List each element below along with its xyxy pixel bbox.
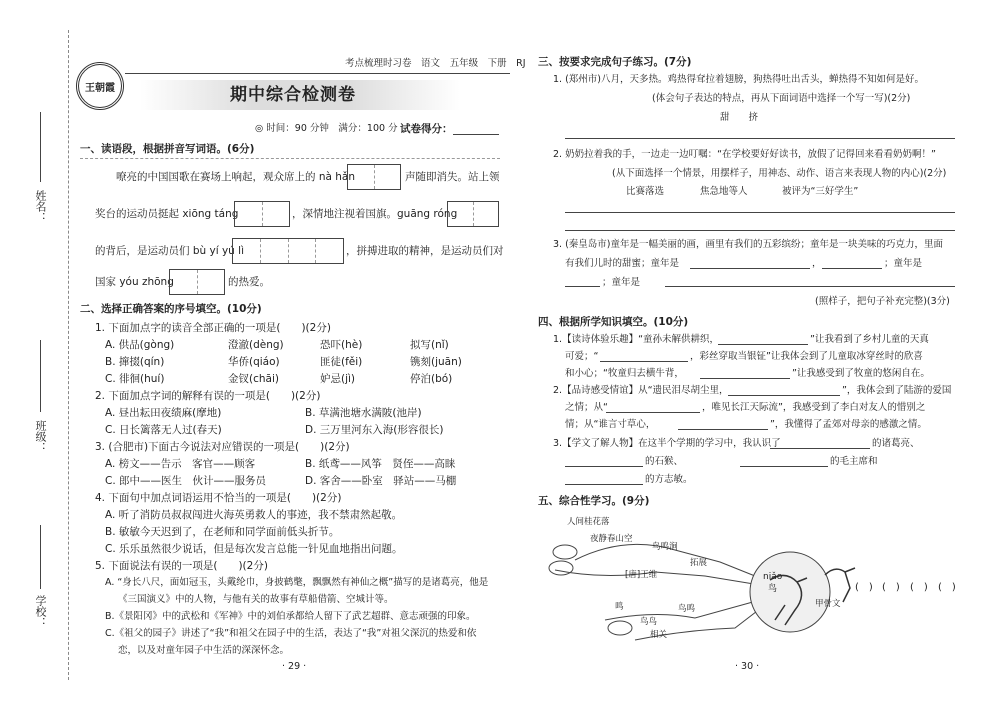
s3-q2-a: 2. 奶奶拉着我的手，一边走一边叮嘱：“在学校要好好读书，放假了记得回来看看奶奶啊！” xyxy=(553,149,936,160)
q1-opt-b4: 镌刻(juān) xyxy=(410,356,462,368)
q1-opt-c2: 金钗(chāi) xyxy=(228,373,279,385)
name-label: 姓名： xyxy=(34,190,47,223)
q4-stem: 4. 下面句中加点词语运用不恰当的一项是( )(2分) xyxy=(95,492,342,504)
score-field[interactable] xyxy=(453,134,499,135)
q2-stem: 2. 下面加点字词的解释有误的一项是( )(2分) xyxy=(95,390,321,402)
s4-q2-blank2[interactable] xyxy=(606,412,700,413)
map-label-5: 拓展 xyxy=(690,558,708,568)
q1-opt-a4: 拟写(nǐ) xyxy=(410,339,449,351)
q1-stem: 1. 下面加点字的读音全部正确的一项是( )(2分) xyxy=(95,322,331,334)
s4-q2-c2: ”，我懂得了孟郊对母亲的感激之情。 xyxy=(770,419,927,430)
s1-line4-post: 的热爱。 xyxy=(228,276,270,288)
s1-line2-pre: 奖台的运动员挺起 xiōng táng xyxy=(95,208,239,220)
s4-q3-a: 3.【学文了解人物】在这半个学期的学习中，我认识了 xyxy=(553,438,781,449)
s3-q3-b2: ， xyxy=(812,258,822,269)
s3-q3-c: ；童年是 xyxy=(602,277,641,288)
map-label-1: 人间桂花落 xyxy=(567,517,610,527)
s1-line2-mid: ，深情地注视着国旗。guāng róng xyxy=(292,208,458,220)
s3-q3-a: 3. (秦皇岛市)童年是一幅美丽的画，画里有我们的五彩缤纷；童年是一块美味的巧克力，里面 xyxy=(553,239,943,250)
s4-q3-blank2[interactable] xyxy=(565,466,643,467)
q5-opt-c2: 恋，以及对童年园子中生活的深深怀念。 xyxy=(118,645,290,656)
branch-mid xyxy=(555,570,760,585)
s4-q1-a2: ”让我看到了乡村儿童的天真 xyxy=(810,334,929,345)
s4-q1-blank2[interactable] xyxy=(600,361,688,362)
s1-box-nahan[interactable] xyxy=(347,164,401,190)
map-label-oracle: 甲骨文 xyxy=(815,599,841,609)
s4-q2-b2: ，唯见长江天际流”，我感受到了李白对友人的惜别之 xyxy=(702,402,926,413)
oval-1 xyxy=(553,545,577,559)
s3-q3-note: (照样子，把句子补充完整)(3分) xyxy=(815,296,950,307)
s3-q2-answer-line1[interactable] xyxy=(565,212,955,213)
q2-opt-c: C. 日长篱落无人过(春天) xyxy=(105,424,222,436)
q5-opt-b: B.《景阳冈》中的武松和《军神》中的刘伯承都给人留下了武艺超群、意志顽强的印象。 xyxy=(105,611,476,622)
s3-q3-blank1[interactable] xyxy=(690,268,810,269)
q1-opt-c3: 妒忌(jì) xyxy=(320,373,356,385)
s4-q3-b3: 的毛主席和 xyxy=(830,456,878,467)
s4-q3-blank1[interactable] xyxy=(770,448,870,449)
bird-circle xyxy=(750,552,830,632)
oval-3 xyxy=(608,621,632,635)
time-line: ◎ 时间：90 分钟 满分：100 分 xyxy=(255,123,398,134)
map-label-2: 夜静春山空 xyxy=(590,534,633,544)
map-label-4: [唐]王维 xyxy=(625,570,658,580)
s4-q3-c2: 的方志敏。 xyxy=(645,474,693,485)
s4-q1-b: 可爱；“ xyxy=(565,351,599,362)
page-title: 期中综合检测卷 xyxy=(230,85,356,105)
s3-q1-a: 1. (郑州市)八月，天多热。鸡热得耷拉着翅膀，狗热得吐出舌头，蝉热得不知如何是好。 xyxy=(553,74,924,85)
s4-q2-blank1[interactable] xyxy=(728,395,840,396)
s1-rule xyxy=(80,158,500,159)
s4-q2-blank3[interactable] xyxy=(678,429,768,430)
s3-q1-b: (体会句子表达的特点，再从下面词语中选择一个写一写)(2分) xyxy=(652,93,911,104)
oval-2 xyxy=(549,561,573,575)
map-label-9: 鸟鸟 xyxy=(640,617,658,627)
s4-q1-blank3[interactable] xyxy=(700,378,790,379)
s4-q1-c: 和小心；“牧童归去横牛背， xyxy=(565,368,684,379)
name-field[interactable] xyxy=(40,112,41,182)
map-label-3: 鸟鸣涧 xyxy=(652,542,678,552)
s3-q3-blank2[interactable] xyxy=(822,268,882,269)
s4-q3-a2: 的诸葛亮、 xyxy=(872,438,920,449)
s1-box-xiongtang[interactable] xyxy=(234,201,290,227)
s3-q2-opt3: 被评为“三好学生” xyxy=(782,186,859,197)
left-page-number: · 29 · xyxy=(282,661,307,672)
s3-q1-word: 甜 挤 xyxy=(720,112,759,123)
s1-line3-post: ，拼搏进取的精神，是运动员们对 xyxy=(346,245,504,257)
s1-line1-post: 声随即消失。站上领 xyxy=(405,171,500,183)
header-rule xyxy=(125,73,510,74)
q3-stem: 3. (合肥市)下面古今说法对应错误的一项是( )(2分) xyxy=(95,441,350,453)
q1-opt-b2: 华侨(qiáo) xyxy=(228,356,280,368)
answer-paren-3[interactable]: ( ) xyxy=(910,582,928,593)
s3-heading: 三、按要求完成句子练习。(7分) xyxy=(538,56,692,68)
s4-q2-c: 情；从“谁言寸草心， xyxy=(565,419,656,430)
school-field[interactable] xyxy=(40,525,41,589)
school-label: 学校： xyxy=(34,595,47,628)
q1-opt-a2: 澄澈(dèng) xyxy=(228,339,284,351)
q5-opt-a2: 《三国演义》中的人物，与他有关的故事有草船借箭、空城计等。 xyxy=(118,594,394,605)
q3-opt-a: A. 榜文——告示 客官——顾客 xyxy=(105,458,256,470)
s4-heading: 四、根据所学知识填空。(10分) xyxy=(538,316,689,328)
s1-heading: 一、读语段，根据拼音写词语。(6分) xyxy=(80,143,255,155)
s3-q2-opt2: 焦急地等人 xyxy=(700,186,748,197)
map-label-char: 鸟 xyxy=(768,584,778,594)
q4-opt-a: A. 听了消防员叔叔闯进火海英勇救人的事迹，我不禁肃然起敬。 xyxy=(105,509,403,521)
s1-box-guangrong[interactable] xyxy=(447,201,499,227)
publisher-logo xyxy=(76,62,124,110)
q3-opt-d: D. 客舍——卧室 驿站——马棚 xyxy=(305,475,457,487)
map-label-8: 鸟鸣 xyxy=(678,604,696,614)
class-field[interactable] xyxy=(40,340,41,412)
q5-opt-a1: A. “身长八尺，面如冠玉，头戴纶巾，身披鹤氅，飘飘然有神仙之概”描写的是诸葛亮，他是 xyxy=(105,577,489,588)
s4-q2-a2: ”，我体会到了陆游的爱国 xyxy=(842,385,952,396)
q1-opt-b3: 匪徒(fěi) xyxy=(320,356,363,368)
q1-opt-a3: 恐吓(hè) xyxy=(320,339,363,351)
q2-opt-b: B. 草满池塘水满陂(池岸) xyxy=(305,407,422,419)
q1-opt-b1: B. 撺掇(qín) xyxy=(105,356,165,368)
s4-q1-a: 1.【读诗体验乐趣】“童孙未解供耕织， xyxy=(553,334,719,345)
answer-paren-4[interactable]: ( ) xyxy=(938,582,956,593)
header-series: 考点梳理时习卷 语文 五年级 下册 RJ xyxy=(345,58,526,69)
logo-text: 王朝霞 xyxy=(85,82,115,94)
s4-q2-a: 2.【品诗感受情谊】从“遗民泪尽胡尘里， xyxy=(553,385,729,396)
s4-q1-b2: ，彩丝穿取当银钲”让我体会到了儿童取冰穿丝时的欣喜 xyxy=(690,351,923,362)
s3-q2-b: (从下面选择一个情景，用摆样子，用神态、动作、语言来表现人物的内心)(2分) xyxy=(612,168,947,179)
s1-box-buyiyuli[interactable] xyxy=(232,238,344,264)
q2-opt-a: A. 昼出耘田夜绩麻(摩地) xyxy=(105,407,222,419)
s3-q3-blank3[interactable] xyxy=(565,286,600,287)
q5-stem: 5. 下面说法有误的一项是( )(2分) xyxy=(95,560,268,572)
s2-heading: 二、选择正确答案的序号填空。(10分) xyxy=(80,303,262,315)
map-label-10: 相关 xyxy=(650,630,668,640)
score-label: 试卷得分： xyxy=(400,123,453,135)
s1-line4-pre: 国家 yóu zhōng xyxy=(95,276,174,288)
s1-box-youzhong[interactable] xyxy=(169,269,225,295)
q4-opt-b: B. 敏敏今天迟到了，在老师和同学面前低头折节。 xyxy=(105,526,340,538)
q5-opt-c1: C.《祖父的园子》讲述了“我”和祖父在园子中的生活，表达了“我”对祖父深沉的热爱和依 xyxy=(105,628,477,639)
q3-opt-c: C. 郎中——医生 伙计——服务员 xyxy=(105,475,267,487)
s5-heading: 五、综合性学习。(9分) xyxy=(538,495,650,507)
map-label-7: 鸣 xyxy=(615,602,624,612)
s4-q2-b: 之情；从“ xyxy=(565,402,608,413)
q1-opt-c1: C. 徘徊(huí) xyxy=(105,373,165,385)
s4-q3-blank4[interactable] xyxy=(565,484,643,485)
answer-paren-2[interactable]: ( ) xyxy=(882,582,900,593)
s4-q1-blank1[interactable] xyxy=(718,344,808,345)
q4-opt-c: C. 乐乐虽然很少说话，但是每次发言总能一针见血地指出问题。 xyxy=(105,543,403,555)
s4-q3-blank3[interactable] xyxy=(740,466,828,467)
s4-q3-b2: 的石猴、 xyxy=(645,456,684,467)
map-label-pinyin: niǎo xyxy=(763,572,783,582)
s3-q2-answer-line2[interactable] xyxy=(565,230,955,231)
s3-q2-opt1: 比赛落选 xyxy=(626,186,665,197)
q1-opt-a1: A. 供品(gòng) xyxy=(105,339,175,351)
s3-q3-blank4[interactable] xyxy=(665,286,955,287)
answer-paren-1[interactable]: ( ) xyxy=(855,582,873,593)
s4-q1-c2: ”让我感受到了牧童的悠闲自在。 xyxy=(792,368,930,379)
q3-opt-b: B. 纸鸢——风筝 贤侄——高睐 xyxy=(305,458,456,470)
q2-opt-d: D. 三万里河东入海(形容很长) xyxy=(305,424,444,436)
right-page-number: · 30 · xyxy=(735,661,760,672)
binding-line xyxy=(68,30,69,680)
s1-line1-pre: 嘹亮的中国国歌在赛场上响起，观众席上的 nà hǎn xyxy=(95,171,356,183)
s3-q3-b3: ；童年是 xyxy=(884,258,923,269)
s3-q1-answer-line[interactable] xyxy=(565,138,955,139)
s1-line3-pre: 的背后，是运动员们 bù yí yú lì xyxy=(95,245,245,257)
q1-opt-c4: 停泊(bó) xyxy=(410,373,453,385)
s3-q3-b: 有我们儿时的甜蜜；童年是 xyxy=(565,258,680,269)
class-label: 班级： xyxy=(34,420,47,453)
